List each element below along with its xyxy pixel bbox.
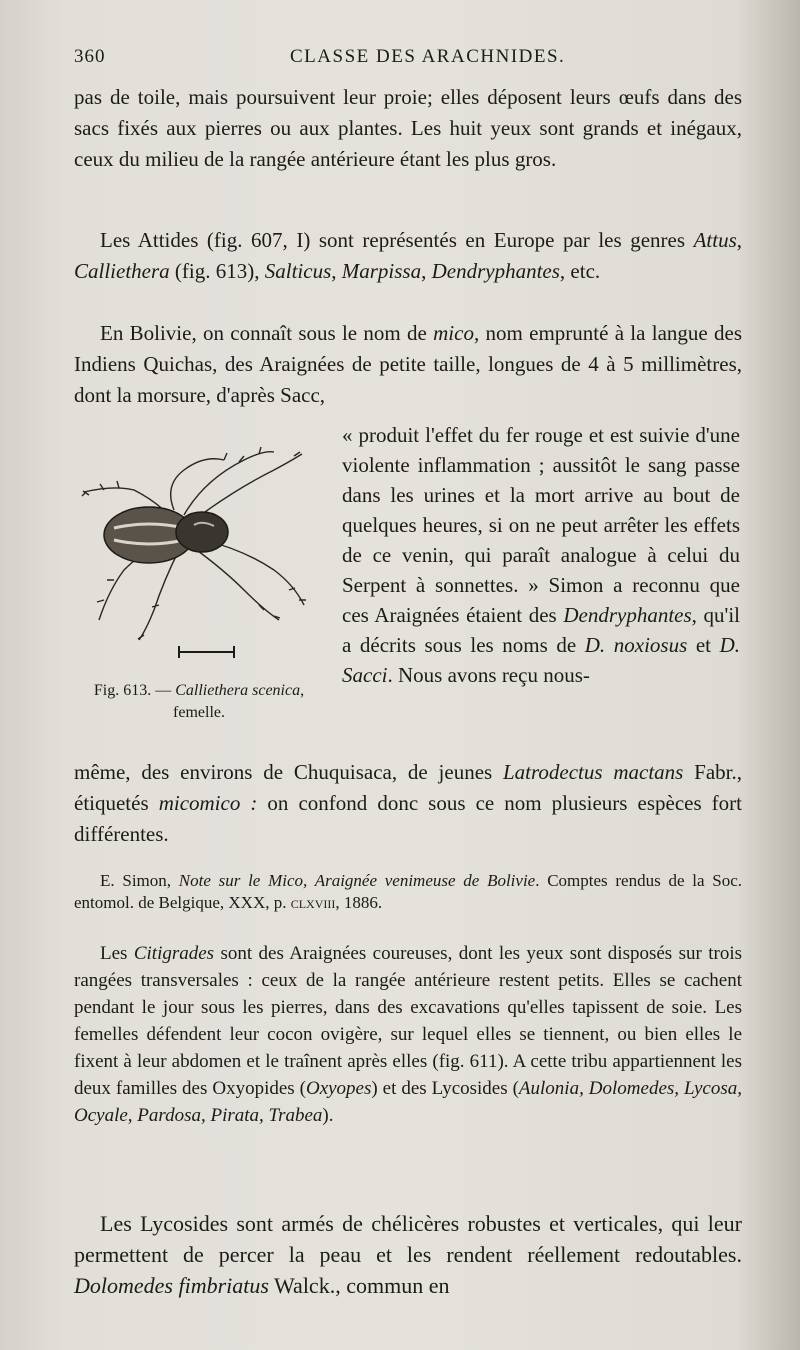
note-page: clxviii (290, 893, 336, 912)
genera-lycosides-list: Aulonia, Dolomedes, Lycosa, Ocyale, Pardosa, Pirata, Trabea (74, 1078, 742, 1126)
figure-613 (74, 440, 334, 721)
genus-dendryphantes: Dendryphantes (431, 259, 560, 283)
paragraph-citigrades: Les Citigrades sont des Araignées coureuses, dont les yeux sont disposés sur trois rangées transversales : ceux de la rangée antérieure restent petits. Elles se cachent pendant le jour sous les pierres, dans des excavations qu'elles tapissent de soie. Les femelles défendent leur cocon ovigère, sur lequel elles se tiennent, ou bien elles le fixent à leur abdomen et le traînent après elles (fig. 611). A cette tribu appartiennent les deux familles des Oxyopides (Oxyopes) et des Lycosides (Aulonia, Dolomedes, Lycosa, Ocyale, Pardosa, Pirata, Trabea). (74, 943, 742, 1126)
paragraph-top-text: pas de toile, mais poursuivent leur proie; elles déposent leurs œufs dans des sacs fixés aux pierres ou aux plantes. Les huit yeux sont grands et inégaux, ceux du milieu de la rangée antérieure étant les plus gros. (74, 85, 742, 171)
paragraph-attides: Les Attides (fig. 607, I) sont représentés en Europe par les genres Attus, Calliethera (fig. 613), Salticus, Marpissa, Dendryphantes, etc. (74, 228, 742, 283)
paragraph-top (74, 82, 742, 175)
paragraph-bolivie: En Bolivie, on connaît sous le nom de mico, nom emprunté à la langue des Indiens Quichas, des Araignées de petite taille, longues de 4 à 5 millimètres, dont la morsure, d'après Sacc, (74, 321, 742, 407)
spider-cephalothorax (176, 512, 228, 552)
species-sacci: D. Sacci (342, 633, 740, 687)
term-micomico: micomico : (158, 791, 258, 815)
term-mico: mico (433, 321, 474, 345)
genus-attus: Attus (693, 228, 737, 252)
paragraph-after-wrap: même, des environs de Chuquisaca, de jeunes Latrodectus mactans Fabr., étiquetés micomico : on confond donc sous ce nom plusieurs espèces fort différentes. (74, 760, 743, 846)
paragraph-lycosides: Les Lycosides sont armés de chélicères robustes et verticales, qui leur permettent de percer la peau et les rendent réellement redoutables. Dolomedes fimbriatus Walck., commun en (74, 1211, 742, 1298)
reference-note: E. Simon, Note sur le Mico, Araignée venimeuse de Bolivie. Comptes rendus de la Soc. entomol. de Belgique, XXX, p. clxviii, 1886. (74, 871, 742, 912)
genus-marpissa: Marpissa (341, 259, 422, 283)
genus-oxyopes: Oxyopes (305, 1078, 372, 1099)
genus-salticus: Salticus (264, 259, 332, 283)
term-citigrades: Citigrades (133, 943, 215, 964)
spider-illustration-icon (74, 440, 324, 660)
note-title: Note sur le Mico, Araignée venimeuse de Bolivie (178, 871, 536, 890)
figure-caption: Fig. 613. — Calliethera scenica, femelle. (93, 682, 305, 721)
page-number: 360 (74, 46, 106, 67)
genus-calliethera: Calliethera (74, 259, 170, 283)
genus-dendryphantes-2: Dendryphantes (563, 603, 692, 627)
paragraph-wrap-text: « produit l'effet du fer rouge et est suivie d'une violente inflammation ; aussitôt le sang passe dans les urines et la mort arrive au bout de quelques heures, si on ne peut arrêter les effets de ce venin, qui paraît analogue à celui du Serpent à sonnettes. » Simon a reconnu que ces Araignées étaient des Dendryphantes, qu'il a décrits sous les noms de D. noxiosus et D. Sacci. Nous avons reçu nous- (342, 423, 741, 687)
running-title: CLASSE DES ARACHNIDES. (290, 46, 566, 67)
species-latrodectus: Latrodectus mactans (503, 760, 684, 784)
species-noxiosus: D. noxiosus (584, 633, 688, 657)
figure-species: Calliethera scenica (175, 682, 301, 699)
species-dolomedes: Dolomedes fimbriatus (74, 1273, 269, 1298)
